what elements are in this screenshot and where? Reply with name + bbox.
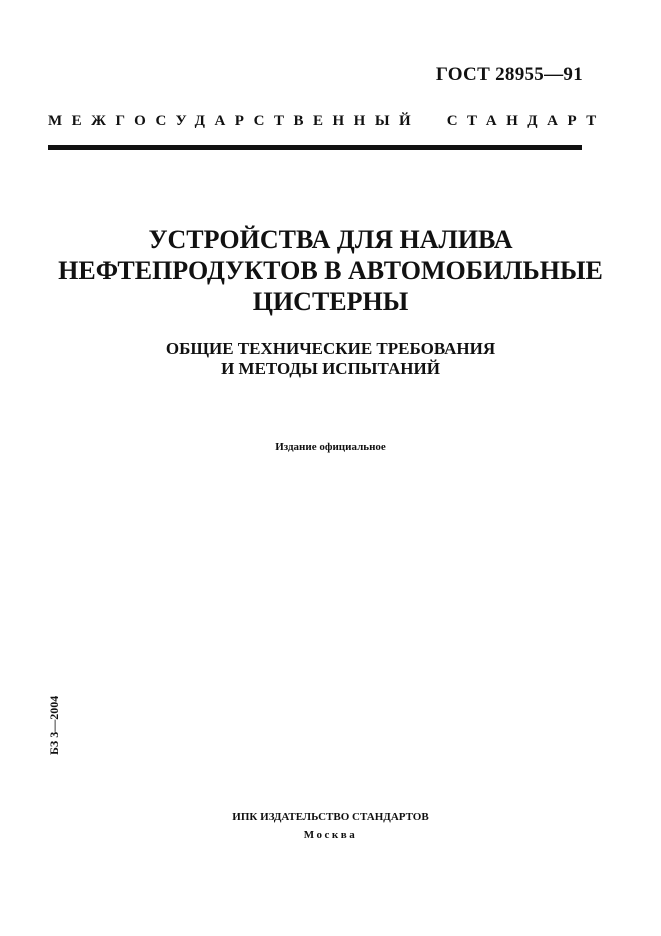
publisher-name: ИПК ИЗДАТЕЛЬСТВО СТАНДАРТОВ [232,811,429,823]
document-title [0,224,661,317]
title-line-3: ЦИСТЕРНЫ [252,287,409,316]
gost-number: ГОСТ 28955—91 [435,64,583,85]
standard-type-heading: МЕЖГОСУДАРСТВЕННЫЙ СТАНДАРТ [48,113,606,129]
subtitle-line-1: ОБЩИЕ ТЕХНИЧЕСКИЕ ТРЕБОВАНИЯ [165,339,496,358]
title-line-1: УСТРОЙСТВА ДЛЯ НАЛИВА [148,225,513,254]
subtitle-line-2: И МЕТОДЫ ИСПЫТАНИЙ [221,359,440,378]
side-stamp: БЗ 3—2004 [47,695,61,755]
edition-label: Издание официальное [275,441,386,453]
document-subtitle [0,339,661,379]
title-line-2: НЕФТЕПРОДУКТОВ В АВТОМОБИЛЬНЫЕ [58,256,603,285]
publisher-city: Москва [303,829,358,841]
header-divider [48,145,582,150]
